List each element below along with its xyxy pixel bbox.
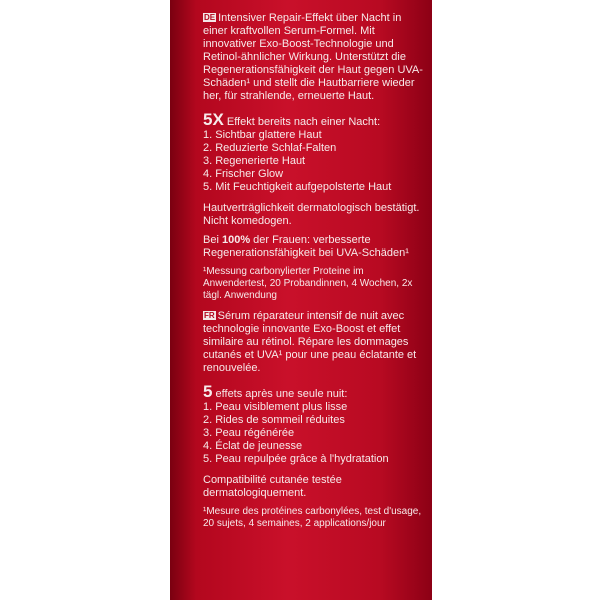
list-item: 1. Peau visiblement plus lisse (203, 401, 348, 413)
de-claim-percent: 100% (221, 234, 251, 246)
list-item: 5. Peau repulpée grâce à l'hydratation (203, 453, 389, 465)
fr-effects-heading (203, 384, 425, 401)
fr-tolerance-text: Compatibilité cutanée testée dermatologiquement. (203, 474, 342, 499)
de-claim-suffix: der Frauen: verbesserte Regenerationsfähigkeit bei UVA-Schäden¹ (203, 234, 409, 259)
list-item: 4. Éclat de jeunesse (203, 440, 303, 452)
background-right (432, 0, 600, 600)
fr-language-badge: FR (204, 311, 215, 320)
de-claim-prefix: Bei (203, 234, 219, 246)
list-item: 4. Frischer Glow (203, 168, 284, 180)
de-claim-paragraph (203, 234, 425, 260)
fr-effects-big: 5 (203, 382, 213, 401)
de-footnote: ¹Messung carbonylierter Proteine im Anwendertest, 20 Probandinnen, 4 Wochen, 2x tägl. Anwendung (203, 266, 413, 301)
de-intro-paragraph (203, 12, 425, 103)
list-item: 1. Sichtbar glattere Haut (203, 129, 322, 141)
de-effects-big: 5X (203, 110, 224, 129)
de-effects-list (203, 129, 425, 194)
fr-intro-paragraph (203, 310, 425, 375)
fr-footnote: ¹Mesure des protéines carbonylées, test d'usage, 20 sujets, 4 semaines, 2 applications/jour (203, 506, 422, 529)
de-effects-heading-text: Effekt bereits nach einer Nacht: (226, 116, 381, 128)
de-intro-text: Intensiver Repair-Effekt über Nacht in einer kraftvollen Serum-Formel. Mit innovativer Exo-Boost-Technologie und Retinol-ähnlicher Wirkung. Unterstützt die Regenerationsfähigkeit der Haut gegen UVA-Schäden¹ und stellt die Hautbarriere wieder her, für strahlende, erneuerte Haut. (203, 12, 423, 102)
de-tolerance-text: Hautverträglichkeit dermatologisch bestätigt. Nicht komedogen. (203, 202, 420, 227)
fr-intro-text: Sérum réparateur intensif de nuit avec technologie innovante Exo-Boost et effet similaire au rétinol. Répare les dommages cutanés et UVA¹ pour une peau éclatante et renouvelée. (203, 310, 417, 374)
fr-effects-list (203, 401, 425, 466)
de-effects-heading (203, 112, 425, 129)
fr-effects-heading-text: effets après une seule nuit: (215, 388, 348, 400)
de-language-badge: DE (204, 13, 216, 22)
list-item: 2. Rides de sommeil réduites (203, 414, 345, 426)
label-text-block (203, 12, 425, 530)
product-box-side-panel (170, 0, 432, 600)
list-item: 5. Mit Feuchtigkeit aufgepolsterte Haut (203, 181, 392, 193)
list-item: 3. Regenerierte Haut (203, 155, 306, 167)
list-item: 2. Reduzierte Schlaf-Falten (203, 142, 337, 154)
list-item: 3. Peau régénérée (203, 427, 295, 439)
background-left (0, 0, 170, 600)
